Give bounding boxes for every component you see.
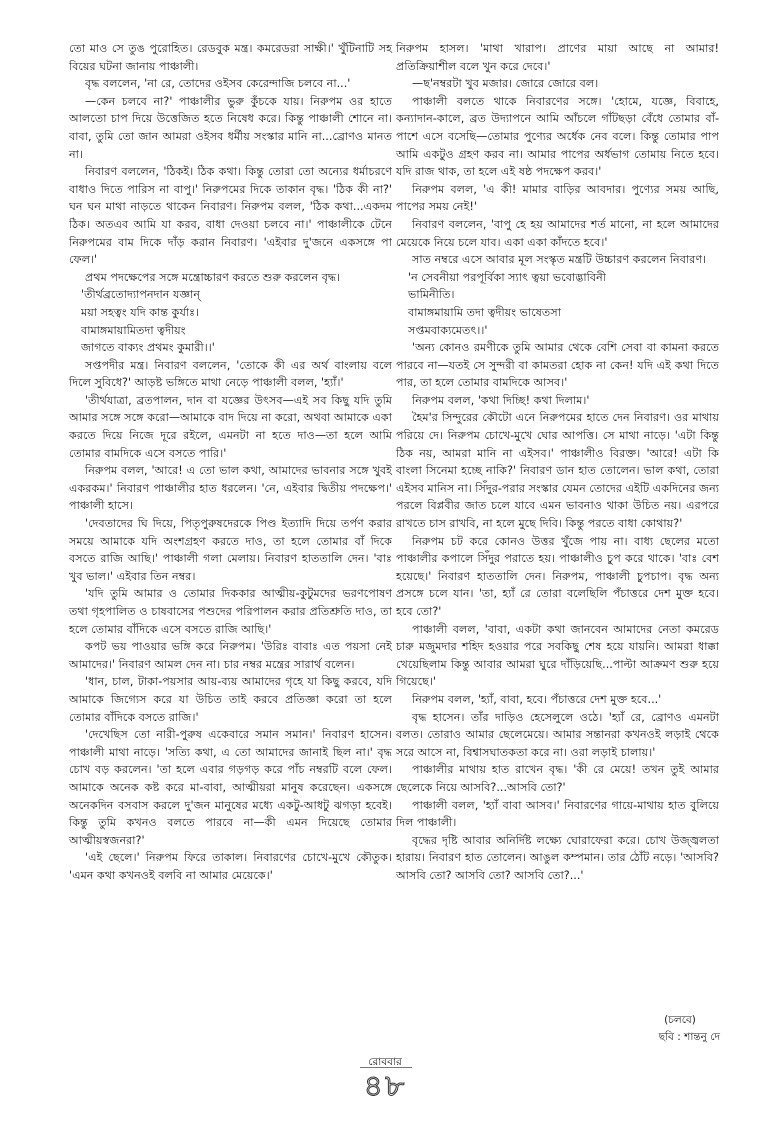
paragraph: নিবারণ বললেন, 'বাপু হে হয় আমাদের শর্ত মানো, না হলে আমাদের মেয়েকে নিয়ে চলে যাব। একা একা কাঁদতে হবে।' xyxy=(396,217,719,249)
page-footer xyxy=(0,1055,770,1105)
verse-line: বামাঙ্গমায়ামিতদা ত্বদীয়ং xyxy=(81,323,186,337)
verse-line: ভামিনীতি। xyxy=(408,288,455,302)
paragraph: নিবারণ বললেন, 'ঠিকই। ঠিক কথা। কিন্তু তোরা তো অন্যের ধর্মাচরণে বাধাও দিতে পারিস না বাপু।' নিরুপমের দিকে তাকান বৃদ্ধ। 'ঠিক কী না?' ঘন ঘন মাথা নাড়তে থাকেন নিবারণ। নিরুপম বলল, 'ঠিক কথা...একদম ঠিক। অতএব আমি যা করব, বাধা দেওয়া চলবে না।' পাঞ্চালীকে টেনে নিরুপমের বাম দিকে দাঁড় করান নিবারণ। 'এইবার দু'জনে একসঙ্গে পা ফেল।' xyxy=(69,165,392,267)
paragraph: পাঞ্চালী বলতে থাকে নিবারণের সঙ্গে। 'হোমে, যজ্ঞে, বিবাহে, কন্যাদান-কালে, ব্রত উদ্যাপনে আমি আঁচলে গাঁটছড়া বেঁধে তোমার বাঁ-পাশে এসে বসেছি—তোমার পুণ্যের অর্ধেক নেব বলে। কিন্তু তোমার পাপ আমি একটুও গ্রহণ করব না। আমার পাপের অর্ধভাগ তোমায় নিতে হবে। যদি রাজ থাক, তা হলে এই ষষ্ঠ পদক্ষেপ করব।' xyxy=(396,94,719,179)
paragraph: 'ধান, চাল, টাকা-পয়সার আয়-ব্যয় আমাদের গৃহে যা কিছু করবে, যদি আমাকে জিগ্যেস করে যা উচিত তাই করবে প্রতিজ্ঞা করো তা হলে তোমার বাঁদিকে বসতে রাজি।' xyxy=(69,675,392,724)
paragraph: 'দেখেছিস তো নারী-পুরুষ একেবারে সমান সমান।' নিবারণ হাসেন। পাঞ্চালী মাথা নাড়ে। 'সত্যি কথা, এ তো আমাদের জানাই ছিল না।' বৃদ্ধ চোখ বড় করলেন। 'তা হলে এবার গড়গড় করে পাঁচ নম্বরটি বলে ফেল। আমাকে অনেক কষ্ট করে মা-বাবা, আত্মীয়রা মানুষ করেছেন। একসঙ্গে অনেকদিন বসবাস করলে দু'জন মানুষের মধ্যে একটু-আধটু ঝগড়া হবেই। কিন্তু তুমি কখনও বলতে পারবে না—কী এমন দিয়েছে তোমার আত্মীয়স্বজনরা?' xyxy=(69,728,392,847)
paragraph: নিরুপম বলল, 'আরে! এ তো ভাল কথা, আমাদের ভাবনার সঙ্গে খুবই একরকম।' নিবারণ পাঞ্চালীর হাত ধরলেন। 'নে, এইবার দ্বিতীয় পদক্ষেপ।' পাঞ্চালী হাসে। xyxy=(69,464,392,513)
verse-line: বামাঙ্গমায়ামি তদা ত্বদীয়ং ভাষেতসা xyxy=(408,305,561,319)
paragraph: নিরুপম চট করে কোনও উত্তর খুঁজে পায় না। বাধ্য ছেলের মতো পাঞ্চালীর কপালে সিঁদুর পরাতে হয়। পাঞ্চালীও চুপ করে থাকে। 'বাঃ বেশ হয়েছে।' নিবারণ হাততালি দেন। নিরুপম, পাঞ্চালী চুপচাপ। বৃদ্ধ অন্য প্রসঙ্গে চলে যান। 'তা, হ্যাঁ রে তোরা বলেছিলি পঁচাত্তরে দেশ মুক্ত হবে। হবে তো?' xyxy=(396,534,719,618)
paragraph: পাঞ্চালীর মাথায় হাত রাখেন বৃদ্ধ। 'কী রে মেয়ে! তখন তুই আমার ছেলেকে নিয়ে আসবি?...আসবি তো?' xyxy=(396,763,719,794)
article-column-left xyxy=(69,40,392,885)
paragraph: 'দেবতাদের ঘি দিয়ে, পিতৃপুরুষদেরকে পিণ্ড ইত্যাদি দিয়ে তর্পণ করার সময়ে আমাকে যদি অংশগ্রহণ করতে দাও, তা হলে তোমার বাঁ দিকে বসতে রাজি আছি।' পাঞ্চালী গলা মেলায়। নিবারণ হাততালি দেন। 'বাঃ খুব ভাল।' এইবার তিন নম্বর। xyxy=(69,517,392,583)
paragraph: নিরুপম বলল, 'কথা দিচ্ছি! কথা দিলাম।' xyxy=(412,393,590,407)
paragraph: —ছ'নম্বরটা খুব মজার। জোরে জোরে বল। xyxy=(412,77,599,91)
verse-line: ময়া সহত্বং যদি কান্ত কুর্যাঃ। xyxy=(81,305,200,319)
verse-line: 'তীর্থব্রতোদ্যাপনদান যজ্ঞান্ xyxy=(81,288,201,302)
paragraph: নিরুপম বলল, 'এ কী! মামার বাড়ির আবদার। পুণ্যের সময় আছি, পাপের সময় নেই!' xyxy=(396,182,719,214)
paragraph: বৃদ্ধ হাসেন। তাঁর দাড়িও হেসেলুলে ওঠে। 'হ্যাঁ রে, ব্রোণও এমনটা বলত। তোরাও আমার ছেলেমেয়ে। আমার সন্তানরা কখনওই লড়াই থেকে সরে আসে না, বিশ্বাসঘাতকতা করে না। ওরা লড়াই চালায়।' xyxy=(396,710,719,759)
paragraph: পাঞ্চালী বলল, 'হ্যাঁ বাবা আসব।' নিবারণের গায়ে-মাথায় হাত বুলিয়ে দিল পাঞ্চালী। xyxy=(396,798,719,830)
paragraph: 'তীর্থযাত্রা, ব্রতপালন, দান বা যজ্ঞের উৎসব—এই সব কিছু যদি তুমি আমার সঙ্গে সঙ্গে করো—আমাকে বাদ দিয়ে না করো, অথবা আমাকে একা করতে দিয়ে নিজে দূরে রইলে, এমনটা না হতে দাও—তা হলে আমি তোমার বামদিকে এসে বসতে পারি।' xyxy=(69,393,392,460)
verse-line: সপ্তমবাক্যমেতৎ।।' xyxy=(408,323,488,337)
magazine-name: রোববার xyxy=(368,1056,402,1068)
paragraph: সপ্তপদীর মন্ত্র। নিবারণ বললেন, 'তোকে কী এর অর্থ বাংলায় বলে দিলে সুবিধে?' আড়ষ্ট ভঙ্গিতে মাথা নেড়ে পাঞ্চালী বলল, 'হ্যাঁ।' xyxy=(69,358,392,390)
paragraph: বৃদ্ধের দৃষ্টি আবার অনির্দিষ্ট লক্ষ্যে ঘোরাফেরা করে। চোখ উজ্জ্বলতা হারায়। নিবারণ হাত তোলেন। আঙুল কম্পমান। তার ঠোঁট নড়ে। 'আসবি? আসবি তো? আসবি তো? আসবি তো?...' xyxy=(396,833,719,882)
page-number: ৪৮ xyxy=(363,1069,407,1104)
paragraph: প্রথম পদক্ষেপের সঙ্গে মন্ত্রোচ্চারণ করতে শুরু করলেন বৃদ্ধ। xyxy=(85,270,341,284)
paragraph: হৈম'র সিন্দুরের কৌটো এনে নিরুপমের হাতে দেন নিবারণ। ওর মাথায় পরিয়ে দে। নিরুপম চোখে-মুখে ঘোর আপত্তি। সে মাথা নাড়ে। 'এটা কিন্তু ঠিক নয়, আমরা মানি না এইসব।' পাঞ্চালীও বিরক্ত। 'আরে! এটা কি বাংলা সিনেমা হচ্ছে নাকি?' নিবারণ ডান হাত তোলেন। ভাল কথা, তোরা এইসব মানিস না। সিঁদুর-পরার সংস্কার যেমন তোদের এইটি একদিনের জন্য পরলে বিপ্লবীর জাত চলে যাবে এমন ভাবনাও থাকা উচিত নয়। এরপরে রাখতে চাস রাখবি, না হলে মুছে দিবি। কিন্তু পরতে বাধা কোথায়?' xyxy=(396,411,719,531)
paragraph: পাঞ্চালী বলল, 'বাবা, একটা কথা জানবেন আমাদের নেতা কমরেড চারু মজুমদার শহিদ হওয়ার পরে সবকিছু শেষ হয়ে যায়নি। আমরা ধাক্কা খেয়েছিলাম কিন্তু আবার আমরা ঘুরে দাঁড়িয়েছি...পাল্টা আক্রমণ শুরু হয়ে গিয়েছে।' xyxy=(396,622,719,689)
verse-line: জাগতে বাক্যং প্রথমং কুমারী।।' xyxy=(81,341,215,355)
paragraph: 'এই ছেলে।' নিরুপম ফিরে তাকাল। নিবারণের চোখে-মুখে কৌতুক। 'এমন কথা কখনওই বলবি না আমার মেয়েকে।' xyxy=(69,851,392,882)
paragraph: কপট ভয় পাওয়ার ভঙ্গি করে নিরুপম। 'উরিঃ বাবাঃ এত পয়সা নেই আমাদের।' নিবারণ আমল দেন না। চার নম্বর মন্ত্রের সারার্থ বলেন। xyxy=(69,640,392,671)
paragraph: —কেন চলবে না?' পাঞ্চালীর ভুরু কুঁচকে যায়। নিরুপম ওর হাতে আলতো চাপ দিয়ে উত্তেজিত হতে নিষেধ করে। কিন্তু পাঞ্চালী শোনে না। বাবা, তুমি তো জান আমরা ওইসব ধর্মীয় সংস্কার মানি না...ব্রোণও মানত না। xyxy=(69,94,392,161)
paragraph: সাত নম্বরে এসে আবার মূল সংস্কৃত মন্ত্রটি উচ্চারণ করলেন নিবারণ। xyxy=(412,253,707,267)
article-column-right xyxy=(396,40,719,885)
paragraph: 'যদি তুমি আমার ও তোমার দিককার আত্মীয়-কুটুমদের ভরণপোষণ তথা গৃহপালিত ও চাষবাসের পশুদের পরিপালন করার প্রতিশ্রুতি দাও, তা হলে তোমার বাঁদিকে এসে বসতে রাজি আছি।' xyxy=(69,587,392,636)
verse-line: 'ন সেবনীয়া পরপূর্বিকা স্যাৎ ত্বয়া ভবোদ্ভাবিনী xyxy=(408,270,606,284)
continued-label: (চলবে) xyxy=(664,1014,696,1026)
paragraph: তো মাও সে তুঙ পুরোহিত। রেডবুক মন্ত্র। কমরেডরা সাক্ষী।' খুঁটিনাটি সহ বিয়ের ঘটনা জানায় পাঞ্চালী। xyxy=(69,42,392,73)
article-credits xyxy=(600,1012,720,1046)
paragraph: নিরুপম বলল, 'হ্যাঁ, বাবা, হবে। পঁচাত্তরে দেশ মুক্ত হবে...' xyxy=(412,692,662,706)
paragraph: 'অন্য কোনও রমণীকে তুমি আমার থেকে বেশি সেবা বা কামনা করতে পারবে না—যতই সে সুন্দরী বা কামতরা হোক না কেন! যদি এই কথা দিতে পার, তা হলে তোমার বামদিকে আসব।' xyxy=(396,341,719,390)
paragraph: বৃদ্ধ বললেন, 'না রে, তোদের ওইসব কেরেন্দাজি চলবে না...' xyxy=(85,77,351,91)
paragraph: নিরুপম হাসল। 'মাথা খারাপ। প্রাণের মায়া আছে না আমার! প্রতিক্রিয়াশীল বলে খুন করে দেবে।' xyxy=(396,42,719,73)
illustration-credit: ছবি : শান্তনু দে xyxy=(658,1031,720,1043)
